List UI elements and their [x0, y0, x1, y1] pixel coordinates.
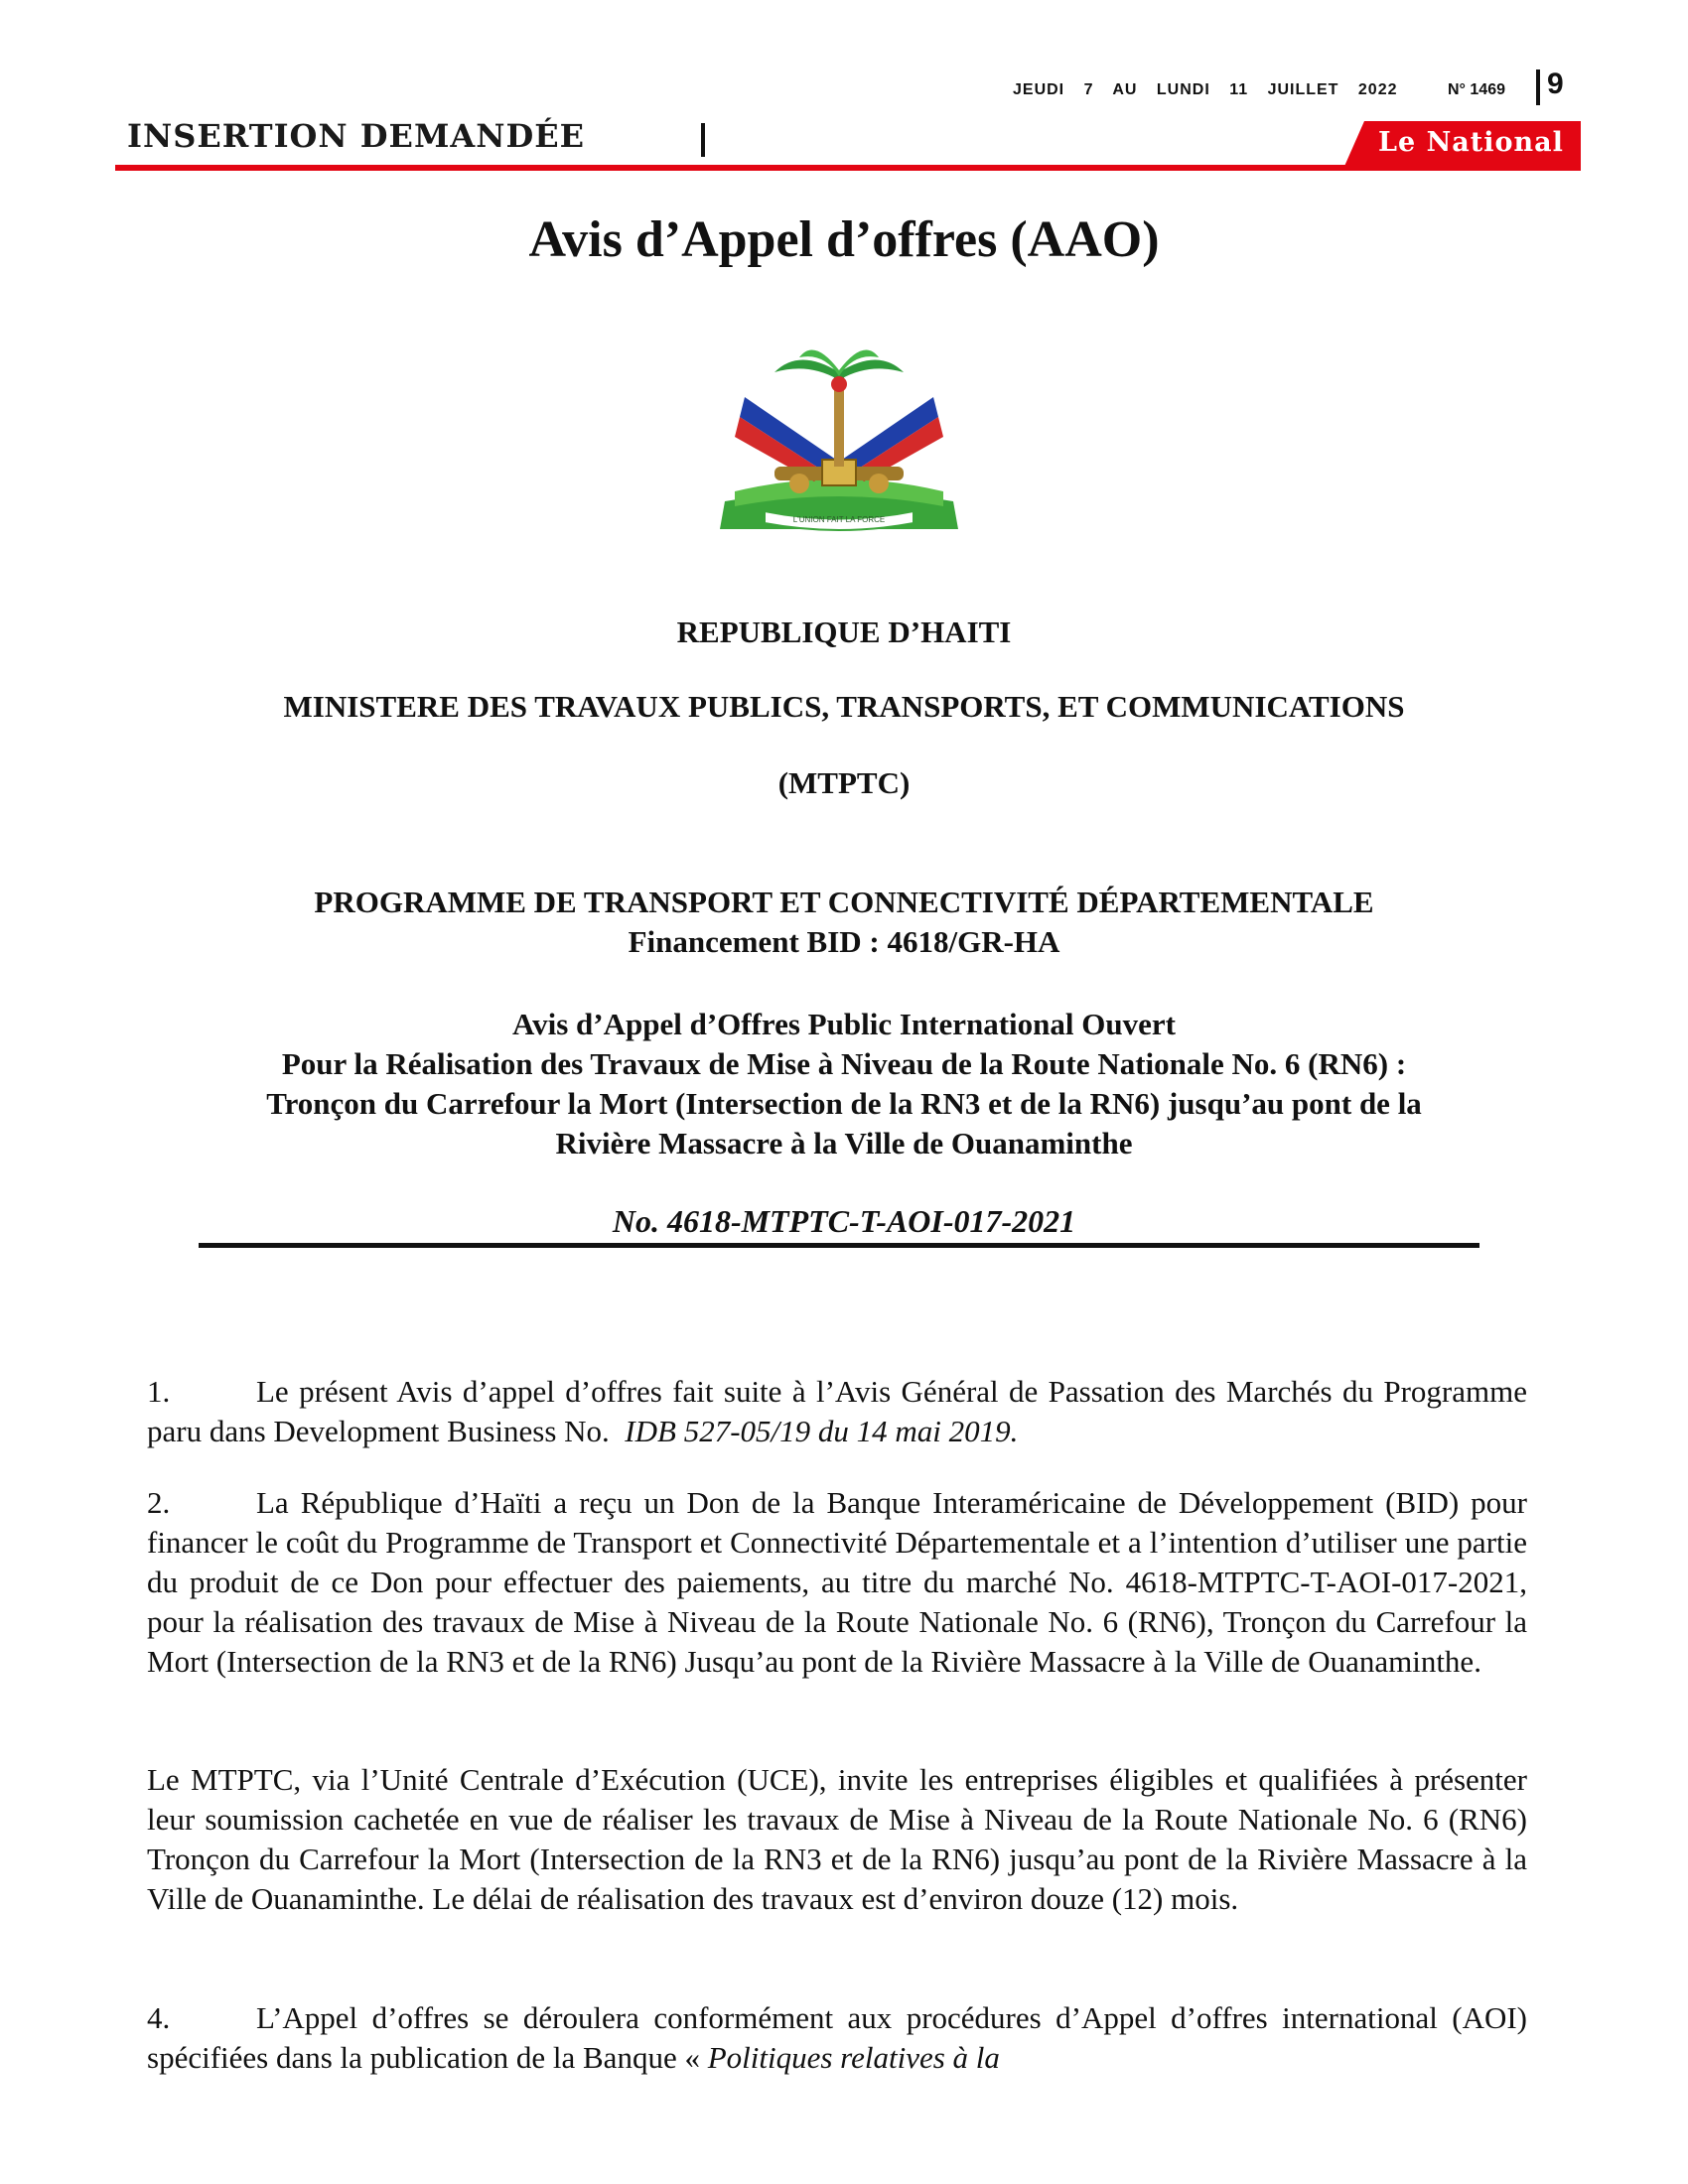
notice-line-1: Avis d’Appel d’Offres Public International Ouvert	[512, 1007, 1176, 1041]
paragraph-3	[147, 1760, 1527, 1919]
paragraph-2	[147, 1483, 1527, 1682]
paragraph-4	[147, 1998, 1527, 2078]
issuer-country: REPUBLIQUE D’HAITI	[676, 614, 1012, 649]
paragraph-2-number: 2.	[147, 1485, 171, 1520]
document-title: Avis d’Appel d’offres (AAO)	[528, 211, 1160, 268]
paragraph-2-text: La République d’Haïti a reçu un Don de la Banque Interaméricaine de Développement (BID) pour financer le coût du Programme de Transport et Connectivité Départementale et a l’intention d’utiliser une partie du produit de ce Don pour effectuer des paiements, au titre du marché No. 4618-MTPTC-T-AOI-017-2021, pour la réalisation des travaux de Mise à Niveau de la Route Nationale No. 6 (RN6), Tronçon du Carrefour la Mort (Intersection de la RN3 et de la RN6) Jusqu’au pont de la Rivière Massacre à la Ville de Ouanaminthe.	[147, 1485, 1527, 1679]
program-financing: Financement BID : 4618/GR-HA	[628, 924, 1060, 959]
paragraph-1	[147, 1372, 1527, 1451]
haiti-coat-of-arms-icon	[705, 342, 973, 531]
notice-line-3: Tronçon du Carrefour la Mort (Intersection de la RN3 et de la RN6) jusqu’au pont de la	[266, 1086, 1422, 1121]
issuer-acronym: (MTPTC)	[777, 765, 911, 800]
coat-of-arms-motto: L'UNION FAIT LA FORCE	[792, 515, 886, 524]
issuer-ministry: MINISTERE DES TRAVAUX PUBLICS, TRANSPORTS, ET COMMUNICATIONS	[283, 689, 1405, 724]
paragraph-3-text: Le MTPTC, via l’Unité Centrale d’Exécution (UCE), invite les entreprises éligibles et qualifiées à présenter leur soumission cachetée en vue de réaliser les travaux de Mise à Niveau de la Route Nationale No. 6 (RN6) Tronçon du Carrefour la Mort (Intersection de la RN3 et de la RN6) jusqu’au pont de la Rivière Massacre à la Ville de Ouanaminthe. Le délai de réalisation des travaux est d’environ douze (12) mois.	[147, 1762, 1527, 1916]
paragraph-4-text: L’Appel d’offres se déroulera conformément aux procédures d’Appel d’offres international (AOI) spécifiées dans la publication de la Banque «	[147, 2000, 1527, 2075]
notice-line-2: Pour la Réalisation des Travaux de Mise à Niveau de la Route Nationale No. 6 (RN6) :	[281, 1046, 1407, 1081]
insertion-separator	[701, 123, 705, 157]
dateline: JEUDI 7 AU LUNDI 11 JUILLET 2022	[1013, 81, 1398, 98]
notice-line-4: Rivière Massacre à la Ville de Ouanaminthe	[555, 1126, 1133, 1160]
program-name: PROGRAMME DE TRANSPORT ET CONNECTIVITÉ DÉPARTEMENTALE	[314, 885, 1374, 919]
tender-number-rule	[199, 1243, 1479, 1248]
tender-number: No. 4618-MTPTC-T-AOI-017-2021	[612, 1203, 1076, 1239]
paragraph-1-text: Le présent Avis d’appel d’offres fait suite à l’Avis Général de Passation des Marchés du Programme paru dans Development Business No.	[147, 1374, 1527, 1448]
insertion-label: INSERTION DEMANDÉE	[127, 117, 585, 155]
paragraph-4-number: 4.	[147, 2000, 171, 2035]
page-number: 9	[1547, 68, 1564, 100]
paragraph-4-italic: Politiques relatives à la	[707, 2040, 1000, 2075]
brand-name: Le National	[1378, 127, 1564, 158]
header-separator	[1536, 69, 1540, 105]
issue-number: N° 1469	[1448, 81, 1505, 98]
paragraph-1-reference: IDB 527-05/19 du 14 mai 2019.	[625, 1414, 1019, 1448]
paragraph-1-number: 1.	[147, 1374, 171, 1409]
